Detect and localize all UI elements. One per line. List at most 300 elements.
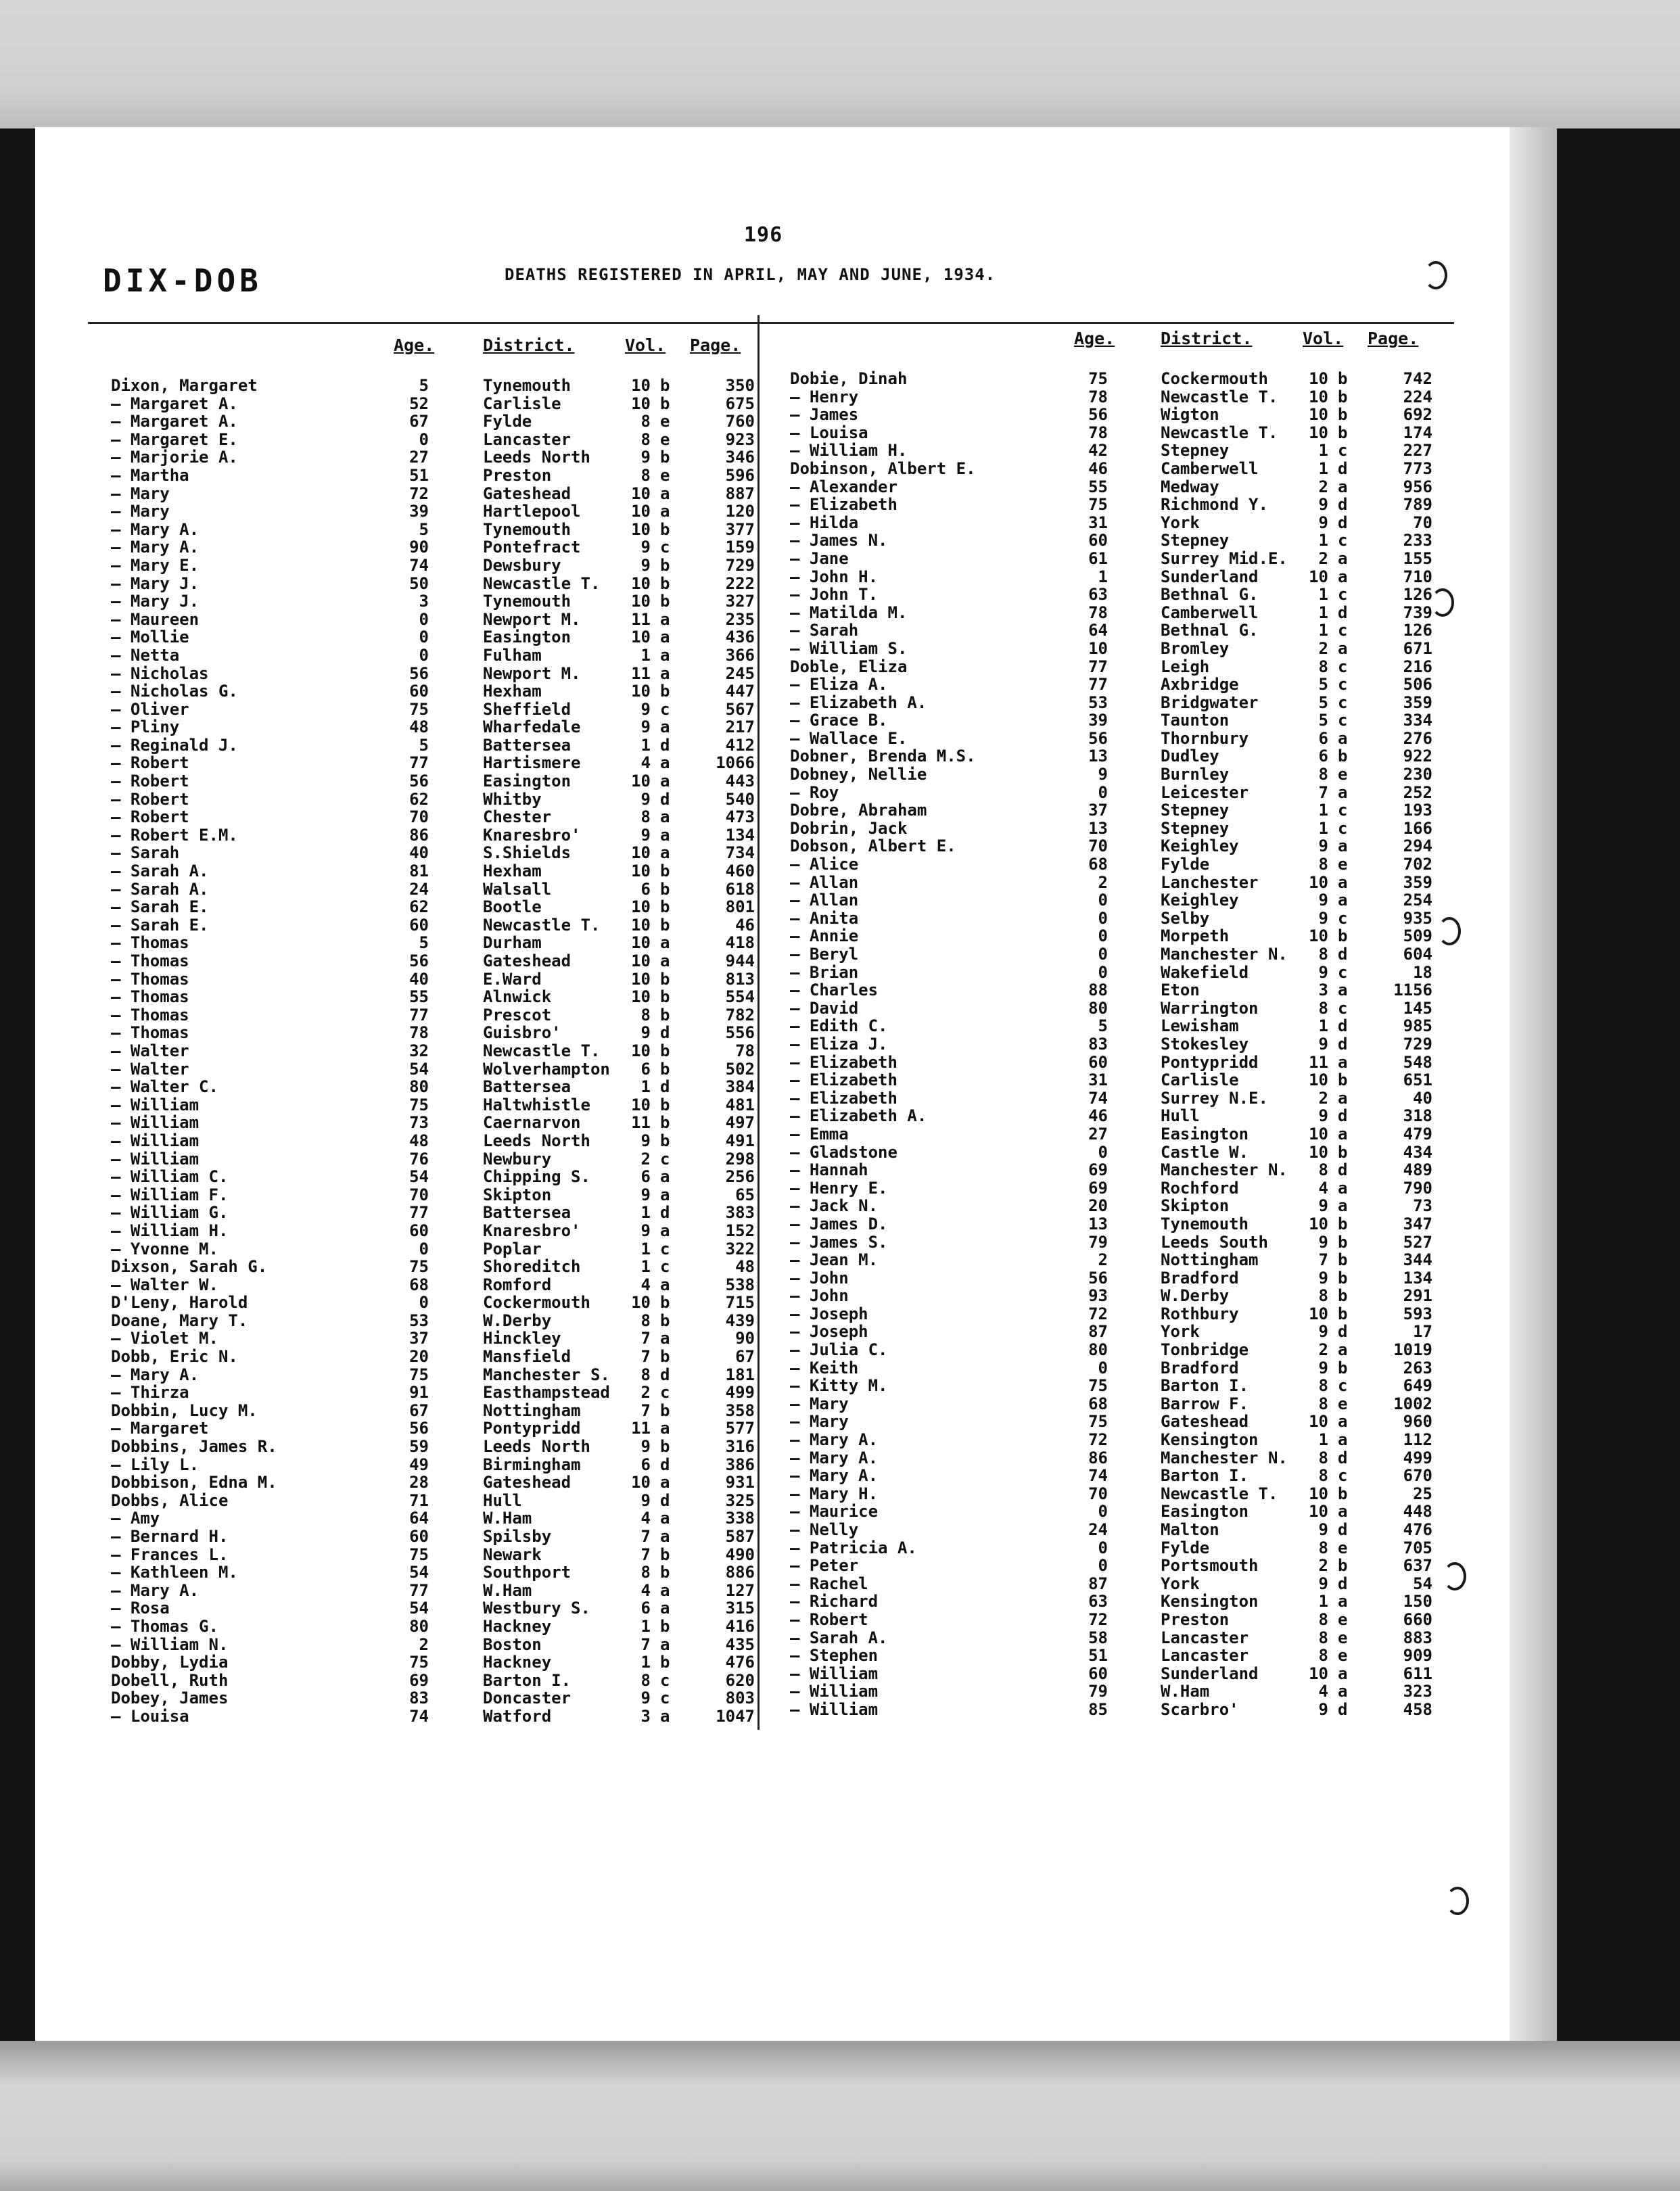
register-entry <box>790 1376 1439 1394</box>
entry-name: Doble, Eliza <box>790 657 908 676</box>
entry-volume-letter: a <box>660 484 670 503</box>
entry-name: — Henry <box>790 387 859 406</box>
entry-volume: 1 <box>640 1616 651 1636</box>
entry-age: 0 <box>1098 891 1108 910</box>
entry-district: Skipton <box>1161 1196 1230 1216</box>
entry-volume-letter: d <box>1338 1520 1348 1539</box>
entry-page: 152 <box>725 1221 755 1240</box>
entry-volume-letter: a <box>1338 638 1348 658</box>
entry-district: Sunderland <box>1161 567 1259 586</box>
entry-volume-letter: c <box>660 1670 670 1690</box>
entry-page: 359 <box>1403 692 1432 712</box>
entry-volume-letter: c <box>1338 585 1348 605</box>
entry-name: — Mary A. <box>111 1580 200 1600</box>
entry-age: 74 <box>1088 1088 1108 1108</box>
entry-page: 502 <box>725 1059 755 1079</box>
entry-name: — Joseph <box>790 1304 868 1323</box>
entry-district: Sunderland <box>1161 1664 1259 1683</box>
entry-volume-letter: a <box>1338 1682 1348 1701</box>
entry-age: 83 <box>409 1689 429 1708</box>
entry-district: Camberwell <box>1161 603 1259 622</box>
entry-page: 618 <box>725 879 755 899</box>
entry-volume-letter: b <box>660 1113 670 1133</box>
entry-volume: 2 <box>1318 1340 1328 1360</box>
entry-volume-letter: a <box>1338 1124 1348 1144</box>
entry-volume-letter: b <box>1338 926 1348 946</box>
entry-page: 956 <box>1403 477 1432 496</box>
entry-name: Dobey, James <box>111 1689 229 1708</box>
register-entry <box>111 520 753 538</box>
entry-volume: 4 <box>640 1275 651 1294</box>
entry-page: 252 <box>1403 782 1432 802</box>
entry-district: Wharfedale <box>483 717 581 737</box>
register-entry <box>111 664 753 682</box>
register-entry <box>111 1311 753 1329</box>
entry-name: — Grace B. <box>790 711 888 730</box>
register-entry <box>111 951 753 970</box>
entry-volume-letter: d <box>1338 1699 1348 1719</box>
entry-volume-letter: b <box>660 1041 670 1060</box>
entry-volume-letter: c <box>1338 1466 1348 1486</box>
header-rule <box>88 322 1454 324</box>
entry-page: 18 <box>1413 962 1432 982</box>
register-entry <box>790 926 1439 945</box>
entry-volume-letter: b <box>660 1400 670 1420</box>
entry-volume: 10 <box>1309 1502 1328 1522</box>
entry-district: Barton I. <box>483 1670 571 1690</box>
entry-name: — Beryl <box>790 945 859 964</box>
entry-district: Stokesley <box>1161 1034 1249 1054</box>
register-entry <box>790 1143 1439 1161</box>
entry-page: 660 <box>1403 1609 1432 1629</box>
entry-name: — Maureen <box>111 609 200 629</box>
entry-volume-letter: b <box>660 1095 670 1114</box>
register-entry <box>790 1628 1439 1647</box>
entry-age: 2 <box>419 1634 429 1654</box>
entry-district: Malton <box>1161 1520 1219 1539</box>
entry-volume: 10 <box>1309 872 1328 892</box>
entry-age: 75 <box>1088 1376 1108 1396</box>
entry-volume: 10 <box>631 897 651 917</box>
entry-volume: 9 <box>1318 1196 1328 1216</box>
entry-district: Keighley <box>1161 891 1239 910</box>
entry-age: 87 <box>1088 1322 1108 1342</box>
entry-volume: 10 <box>631 376 651 395</box>
entry-page: 127 <box>725 1580 755 1600</box>
register-entry <box>790 369 1439 387</box>
register-entry <box>111 1635 753 1653</box>
entry-name: Dobinson, Albert E. <box>790 458 976 478</box>
entry-name: — William <box>790 1682 879 1701</box>
right-entry-list <box>790 369 1439 1718</box>
entry-volume-letter: b <box>1338 1358 1348 1377</box>
entry-name: — Robert <box>790 1609 868 1629</box>
entry-name: — Mary <box>790 1412 849 1432</box>
entry-volume-letter: a <box>1338 1178 1348 1198</box>
entry-age: 42 <box>1088 441 1108 461</box>
entry-page: 174 <box>1403 423 1432 442</box>
entry-volume: 5 <box>1318 711 1328 730</box>
entry-district: Durham <box>483 933 542 953</box>
entry-name: — Thomas <box>111 969 189 989</box>
entry-page: 637 <box>1403 1556 1432 1576</box>
entry-volume: 2 <box>1318 548 1328 568</box>
register-entry <box>111 1599 753 1617</box>
entry-name: — Thomas <box>111 951 189 970</box>
entry-district: Easington <box>1161 1502 1249 1522</box>
register-entry <box>790 711 1439 729</box>
entry-volume: 2 <box>1318 1088 1328 1108</box>
entry-name: — Eliza A. <box>790 675 888 694</box>
register-entry <box>790 441 1439 459</box>
entry-page: 538 <box>725 1275 755 1294</box>
register-entry <box>111 1041 753 1060</box>
entry-name: — Lily L. <box>111 1455 200 1474</box>
entry-volume-letter: b <box>1338 405 1348 425</box>
entry-name: — Stephen <box>790 1646 879 1666</box>
entry-page: 73 <box>1413 1196 1432 1216</box>
entry-name: — Nelly <box>790 1520 859 1539</box>
entry-age: 39 <box>409 502 429 521</box>
entry-page: 383 <box>725 1203 755 1223</box>
entry-name: — Allan <box>790 891 859 910</box>
entry-volume: 1 <box>640 1077 651 1097</box>
entry-volume-letter: d <box>1338 1106 1348 1126</box>
entry-page: 931 <box>725 1473 755 1492</box>
entry-name: Dobb, Eric N. <box>111 1347 238 1367</box>
entry-district: Barrow F. <box>1161 1394 1249 1413</box>
entry-age: 37 <box>409 1329 429 1348</box>
entry-age: 77 <box>409 1005 429 1024</box>
entry-age: 75 <box>409 1095 429 1114</box>
entry-district: Manchester S. <box>483 1365 610 1384</box>
entry-volume: 1 <box>640 1203 651 1223</box>
register-entry <box>790 585 1439 603</box>
entry-volume-letter: a <box>660 1473 670 1492</box>
entry-name: — Mollie <box>111 628 189 647</box>
entry-page: 54 <box>1413 1574 1432 1593</box>
entry-page: 803 <box>725 1689 755 1708</box>
entry-volume-letter: b <box>1338 1142 1348 1162</box>
entry-age: 91 <box>409 1383 429 1403</box>
entry-volume-letter: d <box>1338 1448 1348 1467</box>
entry-volume-letter: d <box>660 1365 670 1384</box>
entry-volume: 10 <box>631 987 651 1007</box>
entry-volume: 10 <box>631 592 651 611</box>
entry-volume: 10 <box>1309 405 1328 425</box>
register-entry <box>111 628 753 646</box>
entry-volume: 4 <box>1318 1682 1328 1701</box>
register-entry <box>111 807 753 826</box>
register-entry <box>111 1060 753 1078</box>
entry-page: 985 <box>1403 1016 1432 1036</box>
entry-district: Watford <box>483 1706 552 1726</box>
register-entry <box>790 567 1439 586</box>
entry-volume: 8 <box>640 1365 651 1384</box>
entry-page: 40 <box>1413 1088 1432 1108</box>
entry-volume-letter: b <box>660 862 670 881</box>
entry-volume-letter: b <box>660 897 670 917</box>
entry-page: 227 <box>1403 441 1432 461</box>
entry-district: Skipton <box>483 1185 552 1204</box>
register-entry <box>790 1269 1439 1287</box>
register-entry <box>790 1592 1439 1610</box>
entry-volume-letter: d <box>1338 603 1348 622</box>
entry-district: Tynemouth <box>1161 1214 1249 1233</box>
entry-volume: 11 <box>631 609 651 629</box>
entry-page: 126 <box>1403 585 1432 605</box>
entry-name: Dixon, Margaret <box>111 376 258 395</box>
register-entry <box>111 826 753 844</box>
entry-volume: 6 <box>640 1599 651 1618</box>
entry-volume-letter: e <box>1338 855 1348 874</box>
entry-volume-letter: a <box>1338 872 1348 892</box>
entry-district: Lewisham <box>1161 1016 1239 1036</box>
entry-volume-letter: e <box>660 429 670 449</box>
entry-district: Fylde <box>483 412 532 431</box>
entry-age: 86 <box>409 825 429 845</box>
entry-volume-letter: a <box>660 951 670 970</box>
register-entry <box>790 1016 1439 1035</box>
register-entry <box>790 1646 1439 1664</box>
entry-name: Doane, Mary T. <box>111 1311 248 1330</box>
entry-age: 51 <box>1088 1646 1108 1666</box>
entry-name: — Keith <box>790 1358 859 1377</box>
entry-age: 1 <box>1098 567 1108 586</box>
punch-hole-icon <box>1438 917 1461 945</box>
entry-age: 85 <box>1088 1699 1108 1719</box>
entry-volume-letter: b <box>660 1005 670 1024</box>
entry-age: 0 <box>419 609 429 629</box>
entry-page: 245 <box>725 663 755 683</box>
entry-volume-letter: a <box>660 663 670 683</box>
entry-name: — Joseph <box>790 1322 868 1342</box>
entry-volume-letter: e <box>1338 1394 1348 1413</box>
entry-volume-letter: d <box>660 1455 670 1474</box>
register-entry <box>111 1167 753 1185</box>
entry-name: — Margaret <box>111 1419 209 1438</box>
entry-page: 443 <box>725 772 755 791</box>
entry-name: — Mary <box>111 484 170 503</box>
entry-district: Richmond Y. <box>1161 495 1268 515</box>
entry-volume: 4 <box>1318 1178 1328 1198</box>
entry-name: — Roy <box>790 782 839 802</box>
entry-page: 476 <box>1403 1520 1432 1539</box>
register-entry <box>111 1419 753 1437</box>
register-entry <box>111 1491 753 1509</box>
entry-page: 46 <box>735 915 755 935</box>
entry-name: — Frances L. <box>111 1545 229 1564</box>
register-entry <box>790 1250 1439 1269</box>
entry-district: Poplar <box>483 1239 542 1258</box>
entry-volume: 5 <box>1318 692 1328 712</box>
entry-district: Rothbury <box>1161 1304 1239 1323</box>
register-entry <box>111 1096 753 1114</box>
register-entry <box>111 1509 753 1527</box>
entry-volume-letter: a <box>1338 1592 1348 1611</box>
entry-name: — Gladstone <box>790 1142 897 1162</box>
entry-age: 54 <box>409 1599 429 1618</box>
entry-district: Gateshead <box>1161 1412 1249 1432</box>
entry-age: 37 <box>1088 801 1108 820</box>
register-entry <box>111 1581 753 1599</box>
entry-district: Preston <box>483 465 552 485</box>
entry-district: Easington <box>483 628 571 647</box>
entry-volume: 1 <box>1318 458 1328 478</box>
entry-name: — Elizabeth A. <box>790 1106 927 1126</box>
entry-name: — William F. <box>111 1185 229 1204</box>
entry-name: Dobre, Abraham <box>790 801 927 820</box>
entry-age: 0 <box>419 1293 429 1313</box>
register-entry <box>111 1545 753 1563</box>
entry-volume-letter: d <box>1338 513 1348 532</box>
entry-page: 742 <box>1403 369 1432 388</box>
entry-district: Chester <box>483 807 552 827</box>
entry-page: 134 <box>1403 1268 1432 1288</box>
entry-page: 458 <box>1403 1699 1432 1719</box>
page-edge-shadow <box>1510 127 1557 2041</box>
entry-volume-letter: a <box>660 772 670 791</box>
entry-volume-letter: b <box>660 1616 670 1636</box>
register-entry <box>111 574 753 592</box>
entry-name: Dobbins, James R. <box>111 1437 277 1457</box>
register-entry <box>790 1340 1439 1359</box>
entry-volume-letter: b <box>660 555 670 575</box>
entry-age: 56 <box>1088 405 1108 425</box>
entry-age: 63 <box>1088 585 1108 605</box>
entry-volume-letter: c <box>1338 962 1348 982</box>
entry-name: — Elizabeth <box>790 1088 897 1108</box>
entry-age: 0 <box>1098 782 1108 802</box>
entry-district: Gateshead <box>483 951 571 970</box>
register-entry <box>790 1233 1439 1251</box>
register-entry <box>790 1196 1439 1215</box>
entry-volume: 1 <box>1318 621 1328 640</box>
register-entry <box>790 387 1439 406</box>
entry-volume: 10 <box>631 1473 651 1492</box>
entry-volume: 10 <box>1309 1664 1328 1683</box>
entry-page: 509 <box>1403 926 1432 946</box>
entry-volume-letter: c <box>660 1689 670 1708</box>
entry-name: — John <box>790 1268 849 1288</box>
entry-page: 412 <box>725 735 755 755</box>
entry-district: Birmingham <box>483 1455 581 1474</box>
entry-volume-letter: b <box>660 1545 670 1564</box>
register-entry <box>111 1131 753 1150</box>
register-entry <box>790 549 1439 567</box>
entry-volume-letter: e <box>660 465 670 485</box>
punch-hole-icon <box>1424 261 1447 289</box>
register-entry <box>111 1365 753 1384</box>
entry-district: Fylde <box>1161 1538 1210 1557</box>
entry-age: 54 <box>409 1059 429 1079</box>
entry-volume-letter: a <box>1338 837 1348 856</box>
register-entry <box>111 1185 753 1204</box>
entry-page: 702 <box>1403 855 1432 874</box>
entry-page: 473 <box>725 807 755 827</box>
entry-page: 316 <box>725 1437 755 1457</box>
register-entry <box>790 1304 1439 1323</box>
entry-volume-letter: c <box>1338 818 1348 838</box>
entry-page: 256 <box>725 1167 755 1187</box>
entry-district: Barton I. <box>1161 1466 1249 1486</box>
entry-page: 322 <box>725 1239 755 1258</box>
entry-page: 435 <box>725 1634 755 1654</box>
register-entry <box>111 1077 753 1096</box>
register-entry <box>111 1563 753 1581</box>
entry-age: 62 <box>409 789 429 809</box>
register-entry <box>111 538 753 556</box>
entry-age: 73 <box>409 1113 429 1133</box>
entry-volume-letter: d <box>660 1490 670 1510</box>
entry-volume-letter: e <box>660 412 670 431</box>
entry-volume: 10 <box>631 933 651 953</box>
entry-volume-letter: b <box>1338 1556 1348 1576</box>
entry-district: Romford <box>483 1275 552 1294</box>
entry-age: 81 <box>409 862 429 881</box>
entry-volume: 1 <box>1318 1016 1328 1036</box>
register-entry <box>111 897 753 916</box>
right-vol-header: Vol. <box>1303 329 1344 348</box>
entry-name: — Thomas <box>111 987 189 1007</box>
register-entry <box>111 987 753 1006</box>
entry-volume: 6 <box>640 1167 651 1187</box>
entry-volume: 1 <box>1318 818 1328 838</box>
entry-district: Hartlepool <box>483 502 581 521</box>
entry-volume-letter: d <box>1338 1322 1348 1342</box>
register-entry <box>111 376 753 394</box>
entry-volume: 9 <box>1318 1034 1328 1054</box>
entry-age: 60 <box>1088 1052 1108 1072</box>
entry-district: Whitby <box>483 789 542 809</box>
entry-age: 13 <box>1088 818 1108 838</box>
entry-age: 56 <box>1088 728 1108 748</box>
register-entry <box>790 1556 1439 1574</box>
entry-volume-letter: b <box>1338 423 1348 442</box>
entry-age: 5 <box>419 376 429 395</box>
entry-page: 734 <box>725 843 755 863</box>
entry-district: Easington <box>483 772 571 791</box>
entry-district: Castle W. <box>1161 1142 1249 1162</box>
register-entry <box>790 783 1439 801</box>
entry-name: — Louisa <box>111 1706 189 1726</box>
register-entry <box>790 513 1439 532</box>
entry-page: 596 <box>725 465 755 485</box>
register-entry <box>790 459 1439 477</box>
entry-volume: 10 <box>631 394 651 413</box>
entry-volume: 1 <box>1318 531 1328 550</box>
entry-name: — James D. <box>790 1214 888 1233</box>
entry-district: Portsmouth <box>1161 1556 1259 1576</box>
entry-page: 554 <box>725 987 755 1007</box>
entry-volume-letter: b <box>660 1131 670 1150</box>
entry-volume: 9 <box>1318 962 1328 982</box>
entry-volume: 8 <box>1318 657 1328 676</box>
entry-name: — Sarah A. <box>111 862 209 881</box>
entry-volume: 7 <box>640 1329 651 1348</box>
entry-volume: 9 <box>640 789 651 809</box>
entry-age: 77 <box>409 1580 429 1600</box>
entry-page: 1047 <box>716 1706 755 1726</box>
entry-age: 75 <box>409 1653 429 1672</box>
entry-volume: 9 <box>1318 495 1328 515</box>
entry-name: — Edith C. <box>790 1016 888 1036</box>
entry-volume: 8 <box>1318 1448 1328 1467</box>
entry-page: 358 <box>725 1400 755 1420</box>
entry-volume-letter: a <box>660 1167 670 1187</box>
entry-volume: 2 <box>1318 638 1328 658</box>
entry-volume: 11 <box>631 1113 651 1133</box>
